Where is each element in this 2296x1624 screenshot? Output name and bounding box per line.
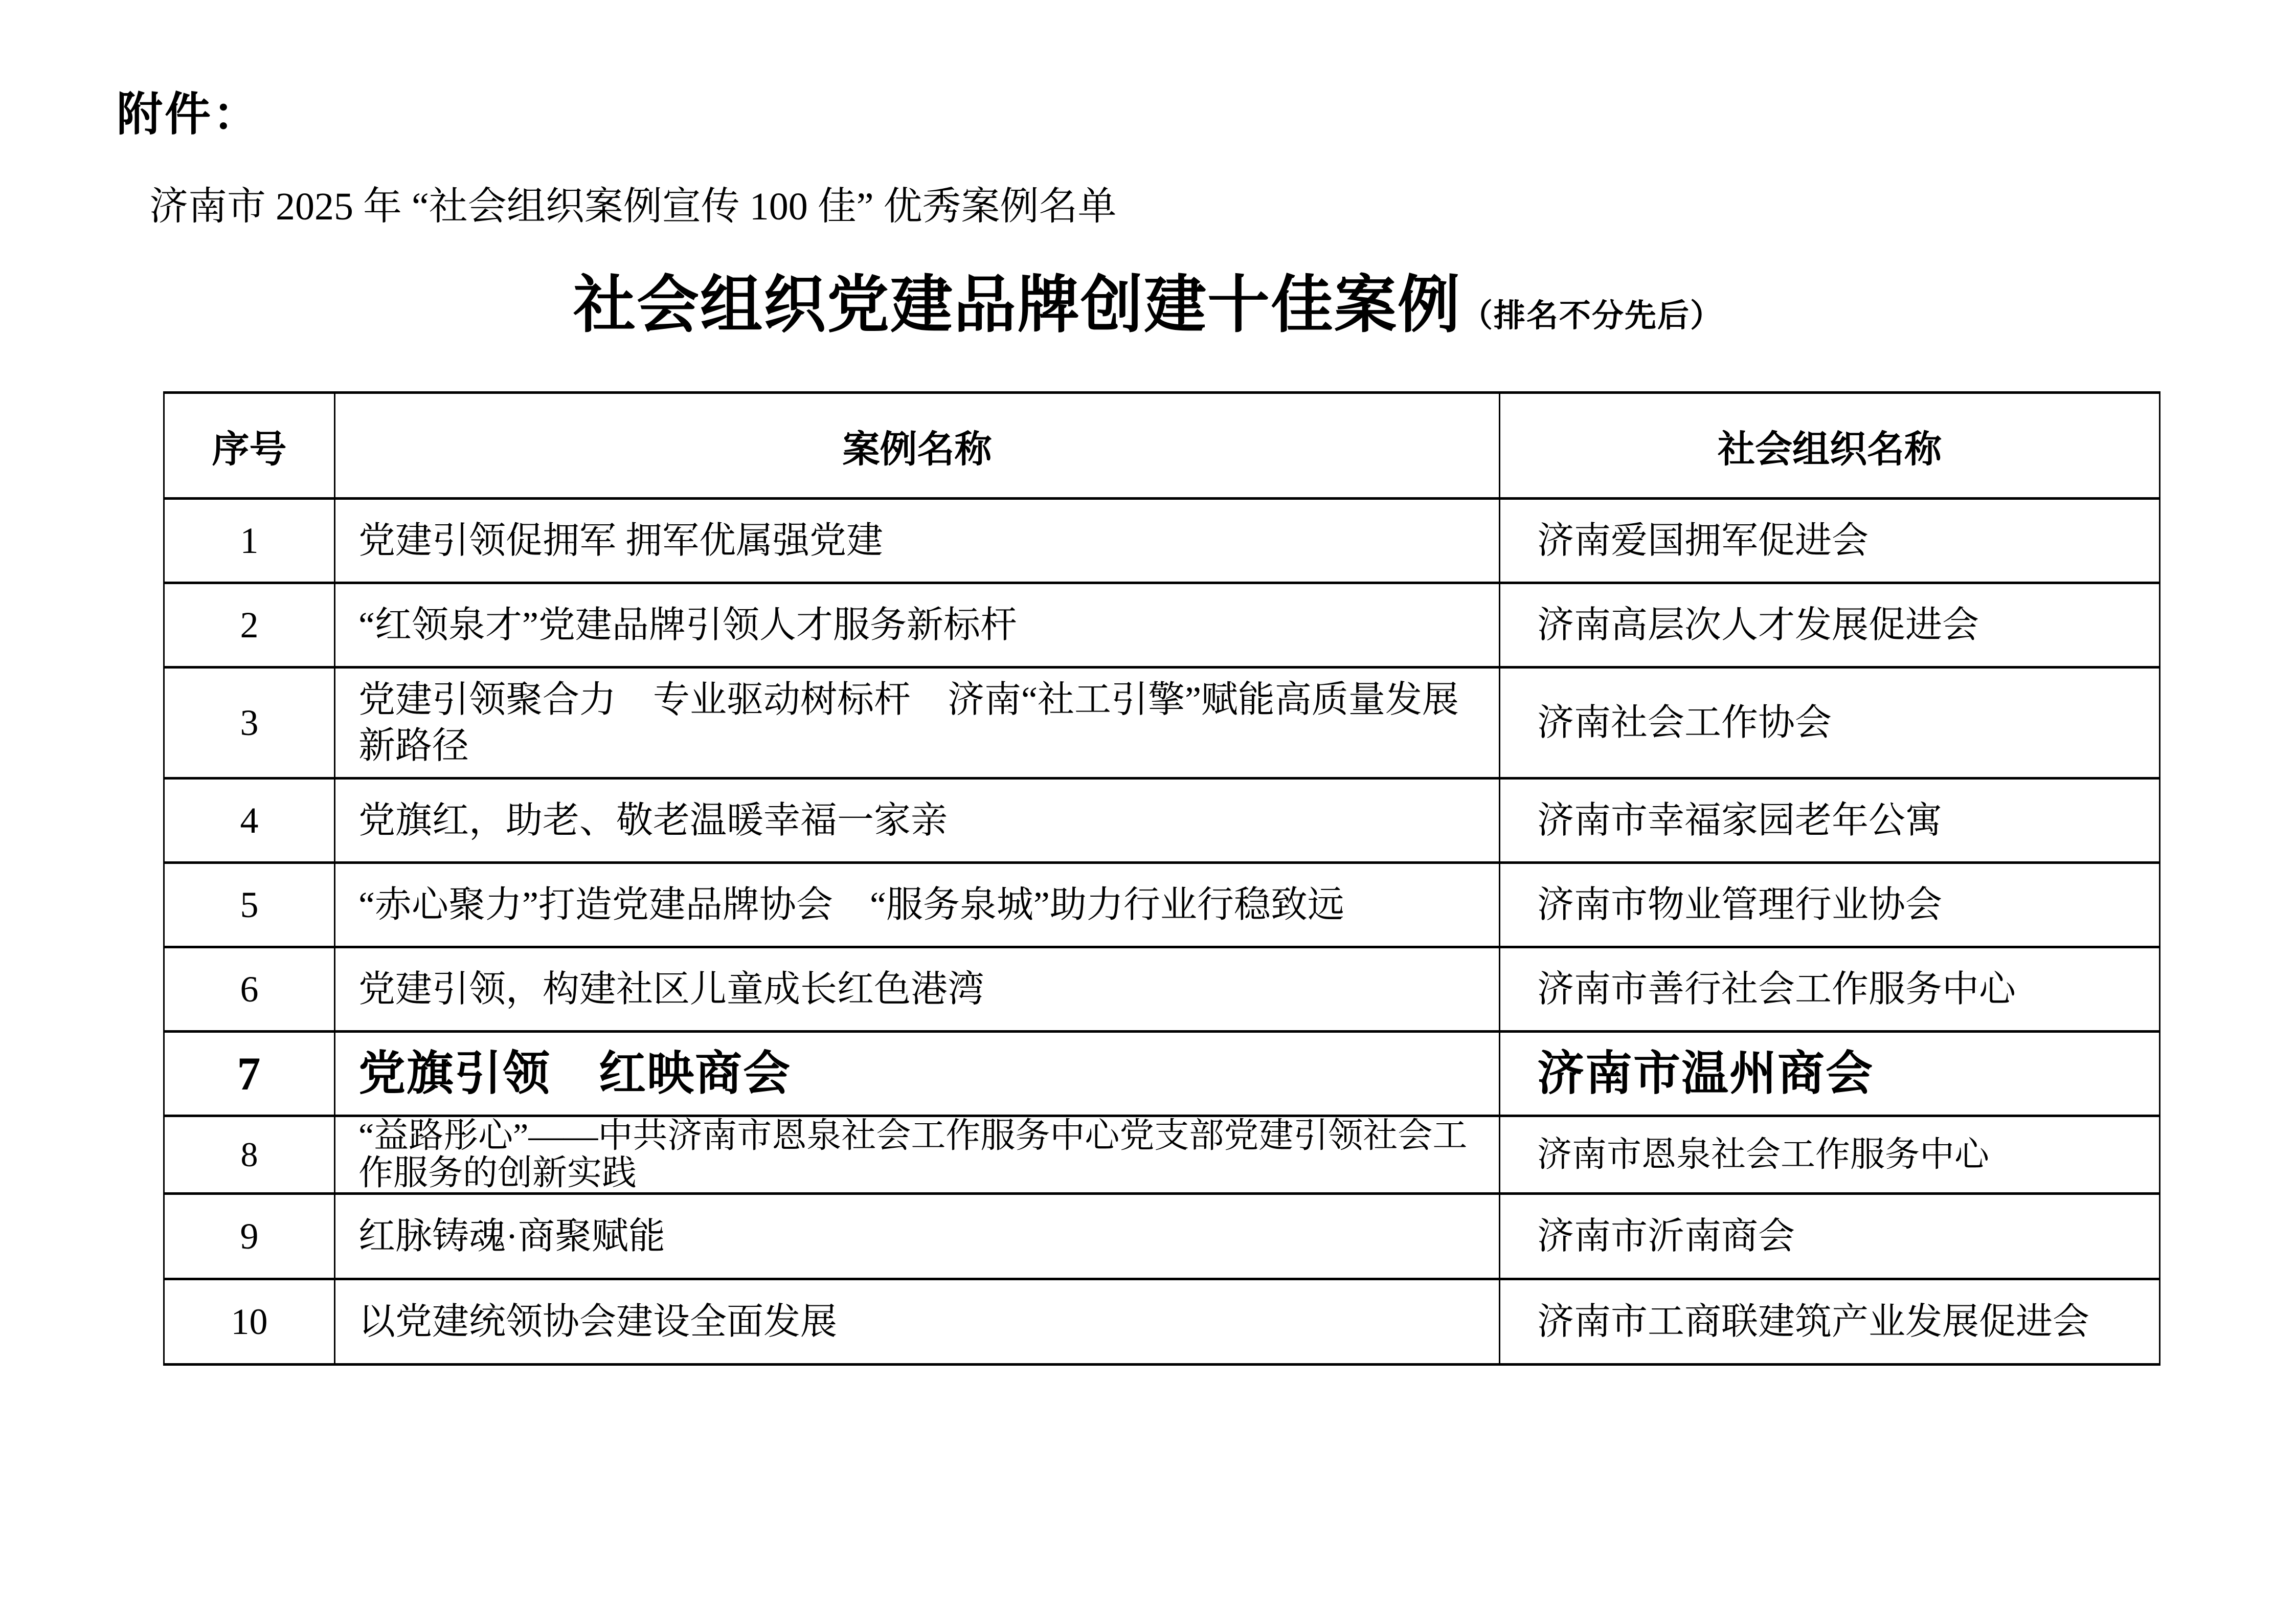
cell-case-name: 党建引领，构建社区儿童成长红色港湾: [335, 947, 1500, 1032]
col-header-index: 序号: [164, 393, 335, 499]
cell-index: 10: [164, 1279, 335, 1364]
cell-case-name: “益路彤心”——中共济南市恩泉社会工作服务中心党支部党建引领社会工作服务的创新实践: [335, 1116, 1500, 1194]
cell-case-name: 党建引领促拥军 拥军优属强党建: [335, 499, 1500, 583]
cell-index: 6: [164, 947, 335, 1032]
attachment-label: 附件：: [117, 90, 261, 140]
cell-case-name: “赤心聚力”打造党建品牌协会 “服务泉城”助力行业行稳致远: [335, 863, 1500, 947]
table-row: [164, 1193, 2160, 1279]
table-row: [164, 668, 2160, 778]
cell-index: 3: [164, 668, 335, 778]
table-row: [164, 583, 2160, 668]
page-title-note: （排名不分先后）: [1460, 299, 1723, 333]
table-row: [164, 778, 2160, 863]
document-subtitle: 济南市 2025 年 “社会组织案例宣传 100 佳” 优秀案例名单: [149, 185, 1117, 228]
cell-org-name: 济南市沂南商会: [1500, 1193, 2160, 1279]
col-header-org-name: 社会组织名称: [1500, 393, 2160, 499]
title-line: [0, 255, 2296, 344]
cell-org-name: 济南社会工作协会: [1500, 668, 2160, 778]
cell-index: 5: [164, 863, 335, 947]
col-header-case-name: 案例名称: [335, 393, 1500, 499]
cases-table-body: [164, 499, 2160, 1365]
table-row: [164, 947, 2160, 1032]
page-title: 社会组织党建品牌创建十佳案例: [573, 271, 1461, 340]
cell-case-name: 以党建统领协会建设全面发展: [335, 1279, 1500, 1364]
cell-index: 1: [164, 499, 335, 583]
cell-index: 2: [164, 583, 335, 668]
cell-index: 8: [164, 1116, 335, 1194]
cell-org-name: 济南高层次人才发展促进会: [1500, 583, 2160, 668]
table-row: [164, 1032, 2160, 1116]
table-row: [164, 1279, 2160, 1364]
cell-org-name: 济南市幸福家园老年公寓: [1500, 778, 2160, 863]
cell-case-name: 党旗引领 红映商会: [335, 1032, 1500, 1116]
table-row: [164, 1116, 2160, 1194]
cases-table: [163, 391, 2160, 1366]
cell-case-name: 党建引领聚合力 专业驱动树标杆 济南“社工引擎”赋能高质量发展新路径: [335, 668, 1500, 778]
cell-org-name: 济南市物业管理行业协会: [1500, 863, 2160, 947]
cell-org-name: 济南市工商联建筑产业发展促进会: [1500, 1279, 2160, 1364]
cell-org-name: 济南市恩泉社会工作服务中心: [1500, 1116, 2160, 1194]
cell-case-name: 红脉铸魂·商聚赋能: [335, 1193, 1500, 1279]
table-row: [164, 499, 2160, 583]
table-row: [164, 863, 2160, 947]
cell-case-name: “红领泉才”党建品牌引领人才服务新标杆: [335, 583, 1500, 668]
cell-index: 9: [164, 1193, 335, 1279]
cell-org-name: 济南市温州商会: [1500, 1032, 2160, 1116]
cell-org-name: 济南市善行社会工作服务中心: [1500, 947, 2160, 1032]
cell-org-name: 济南爱国拥军促进会: [1500, 499, 2160, 583]
cases-table-header: [164, 393, 2160, 499]
cell-index: 4: [164, 778, 335, 863]
cell-case-name: 党旗红，助老、敬老温暖幸福一家亲: [335, 778, 1500, 863]
header-row: [164, 393, 2160, 499]
cell-index: 7: [164, 1032, 335, 1116]
